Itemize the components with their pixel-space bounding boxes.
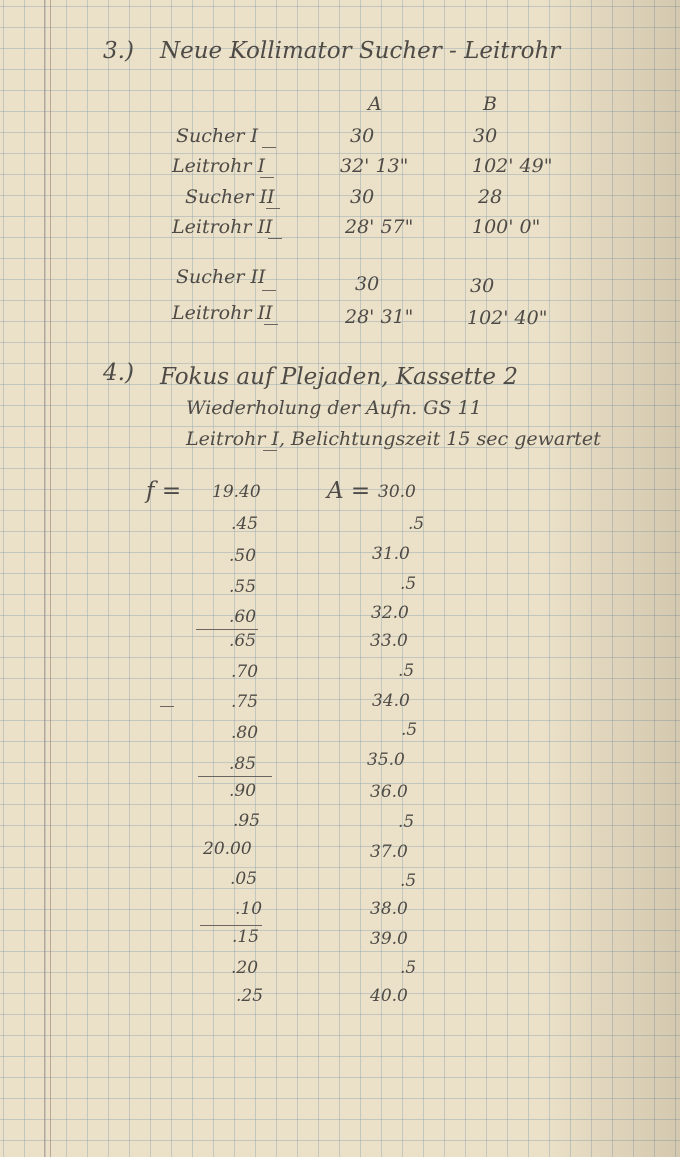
row-label: Sucher II	[176, 266, 266, 288]
f-value: .60	[229, 607, 257, 627]
section4-line1: Fokus auf Plejaden, Kassette 2	[160, 364, 518, 390]
row-value-b: 28	[478, 186, 503, 208]
section3-number: 3.)	[103, 38, 134, 64]
a-value: .5	[398, 661, 415, 681]
f-value: .20	[231, 958, 259, 978]
roman-underline	[260, 177, 274, 178]
row-value-b: 102' 49"	[472, 155, 553, 177]
f-value: 20.00	[203, 839, 252, 859]
a-value: 32.0	[371, 603, 409, 623]
group-separator-line	[200, 925, 262, 926]
margin-rule	[44, 0, 45, 1157]
row-value-a: 30	[355, 273, 380, 295]
row-value-a: 30	[350, 186, 375, 208]
f-value: .25	[236, 986, 264, 1006]
f-value: .70	[231, 662, 259, 682]
margin-rule	[50, 0, 51, 1157]
a-value: .5	[398, 812, 415, 832]
row-value-a: 28' 31"	[345, 306, 414, 328]
col-a-header: A	[368, 93, 382, 115]
roman-underline	[263, 450, 277, 451]
a-value: .5	[400, 958, 417, 978]
f-value: .45	[231, 514, 259, 534]
row-value-a: 28' 57"	[345, 216, 414, 238]
roman-underline	[262, 147, 276, 148]
a-value: .5	[408, 514, 425, 534]
roman-underline	[268, 238, 282, 239]
a-value: 37.0	[370, 842, 408, 862]
section4-number: 4.)	[103, 360, 134, 386]
roman-underline	[262, 290, 276, 291]
f-value: .85	[229, 754, 257, 774]
a-value: .5	[401, 720, 418, 740]
group-separator-line	[198, 776, 272, 777]
a-label: A =	[327, 478, 371, 504]
pencil-mark	[160, 706, 174, 707]
row-value-b: 30	[473, 125, 498, 147]
group-separator-line	[196, 629, 258, 630]
f-value: .95	[233, 811, 261, 831]
a-value: .5	[400, 574, 417, 594]
section3-title: Neue Kollimator Sucher - Leitrohr	[160, 38, 561, 64]
a-value: 33.0	[370, 631, 408, 651]
a-value: 31.0	[372, 544, 410, 564]
f-value: 19.40	[212, 482, 261, 502]
a-value: 40.0	[370, 986, 408, 1006]
row-value-b: 100' 0"	[472, 216, 541, 238]
a-value: 36.0	[370, 782, 408, 802]
col-b-header: B	[483, 93, 497, 115]
row-label: Leitrohr II	[172, 216, 273, 238]
a-value: 35.0	[367, 750, 405, 770]
row-label: Sucher II	[185, 186, 275, 208]
a-value: 34.0	[372, 691, 410, 711]
row-value-b: 102' 40"	[467, 307, 548, 329]
f-value: .10	[235, 899, 263, 919]
section4-line2: Wiederholung der Aufn. GS 11	[186, 397, 482, 419]
row-label: Leitrohr II	[172, 302, 273, 324]
row-value-a: 30	[350, 125, 375, 147]
row-value-b: 30	[470, 275, 495, 297]
roman-underline	[264, 324, 278, 325]
f-value: .15	[232, 927, 260, 947]
f-value: .55	[229, 577, 257, 597]
f-value: .50	[229, 546, 257, 566]
row-label: Leitrohr I	[172, 155, 265, 177]
f-value: .05	[230, 869, 258, 889]
a-value: .5	[400, 871, 417, 891]
row-value-a: 32' 13"	[340, 155, 409, 177]
section4-line3: Leitrohr I, Belichtungszeit 15 sec gewartet	[186, 428, 601, 450]
a-value: 38.0	[370, 899, 408, 919]
f-value: .65	[229, 631, 257, 651]
f-value: .80	[231, 723, 259, 743]
f-label: f =	[146, 478, 182, 504]
a-value: 30.0	[378, 482, 416, 502]
f-value: .90	[229, 781, 257, 801]
roman-underline	[266, 208, 280, 209]
f-value: .75	[231, 692, 259, 712]
row-label: Sucher I	[176, 125, 259, 147]
a-value: 39.0	[370, 929, 408, 949]
